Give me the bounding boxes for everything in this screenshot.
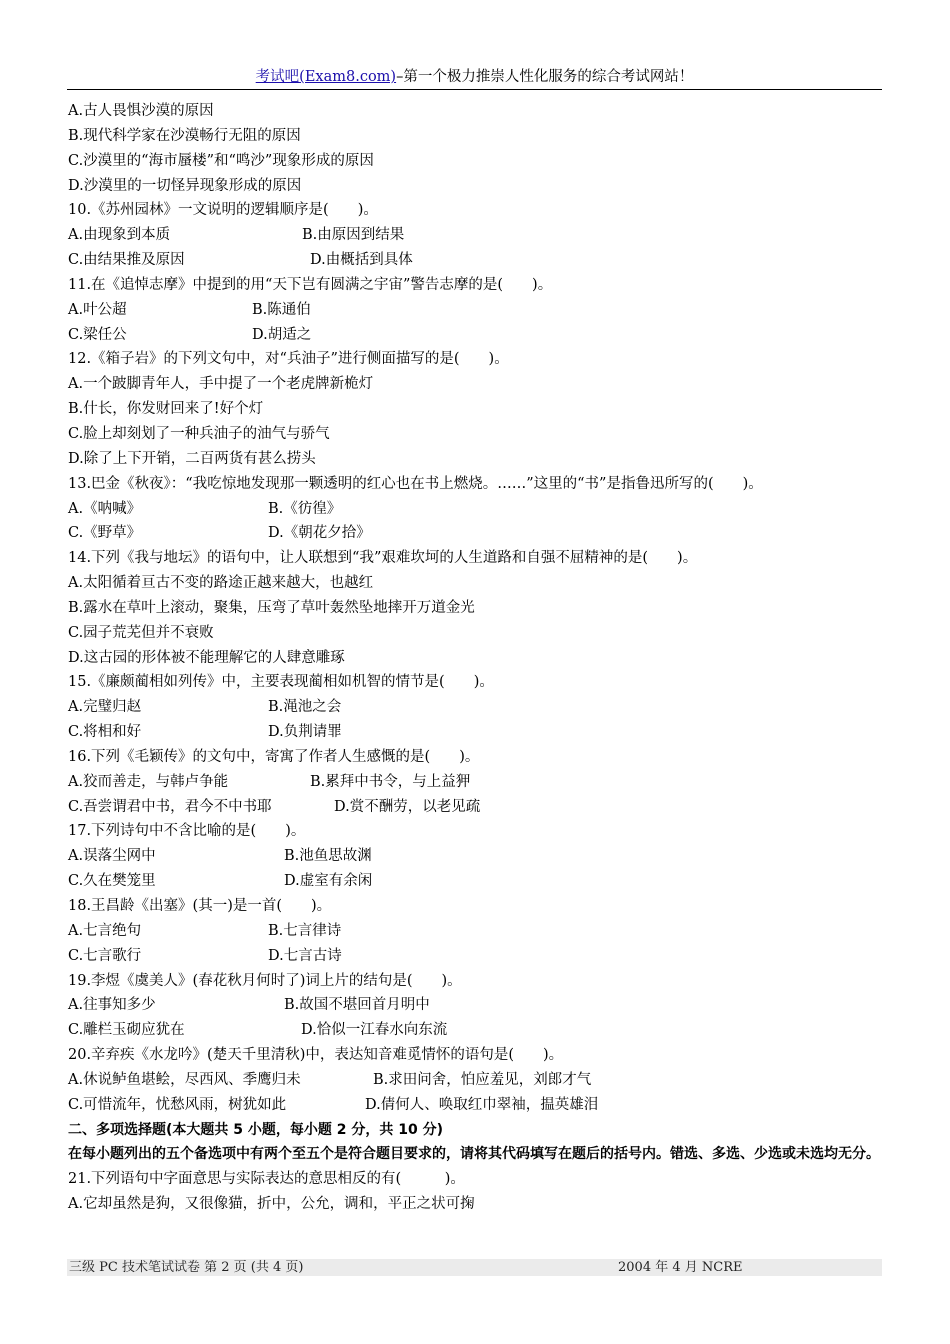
option-d: D.除了上下开销，二百两货有甚么捞头 [68, 450, 316, 467]
option-d: D.由概括到具体 [310, 252, 413, 269]
footer-page-info: 三级 PC 技术笔试试卷 第 2 页 (共 4 页) [69, 1260, 304, 1275]
option-c: C.七言歌行 [68, 947, 142, 964]
option-row [68, 1068, 883, 1093]
option-c: C.脸上却刻划了一种兵油子的油气与骄气 [68, 425, 330, 442]
option-c: C.《野草》 [68, 525, 142, 542]
option-d: D.七言古诗 [268, 947, 342, 964]
option-row [68, 944, 883, 969]
option-b: B.由原因到结果 [302, 227, 405, 244]
question-14: 14.下列《我与地坛》的语句中，让人联想到“我”艰难坎坷的人生道路和自强不屈精神的是( )。 [68, 550, 698, 567]
option-row [68, 720, 883, 745]
option-a: A.往事知多少 [68, 997, 156, 1014]
option-a: A.休说鲈鱼堪鲙，尽西风、季鹰归未 [68, 1071, 301, 1088]
option-c: C.将相和好 [68, 724, 142, 741]
site-link[interactable]: 考试吧(Exam8.com) [255, 69, 397, 85]
option-a: A.狡而善走，与韩卢争能 [68, 773, 229, 790]
question-20: 20.辛弃疾《水龙吟》(楚天千里清秋)中，表达知音难觅情怀的语句是( )。 [68, 1047, 564, 1064]
question-13: 13.巴金《秋夜》：“我吃惊地发现那一颗透明的红心也在书上燃烧。……”这里的“书”是指鲁迅所写的( )。 [68, 475, 763, 492]
page-footer [67, 1259, 882, 1276]
option-c: C.由结果推及原因 [68, 252, 185, 269]
option-row [68, 695, 883, 720]
question-17: 17.下列诗句中不含比喻的是( )。 [68, 823, 306, 840]
option-b: B.《彷徨》 [268, 500, 342, 517]
option-a: A.完璧归赵 [68, 699, 142, 716]
option-b: B.什长，你发财回来了!好个灯 [68, 401, 264, 418]
option-row [68, 844, 883, 869]
question-11: 11.在《追悼志摩》中提到的用“天下岂有圆满之宇宙”警告志摩的是( )。 [68, 276, 553, 293]
option-row [68, 248, 883, 273]
option-b: B.渑池之会 [268, 699, 342, 716]
option-a: A.太阳循着亘古不变的路途正越来越大，也越红 [68, 575, 374, 592]
question-18: 18.王昌龄《出塞》(其一)是一首( )。 [68, 898, 332, 914]
question-16: 16.下列《毛颖传》的文句中，寄寓了作者人生感慨的是( )。 [68, 748, 480, 765]
option-row [68, 869, 883, 894]
exam-content [68, 99, 883, 1217]
option-c: C.梁任公 [68, 326, 127, 343]
question-21: 21.下列语句中字面意思与实际表达的意思相反的有( )。 [68, 1171, 465, 1188]
page-header [67, 67, 882, 90]
option-row [68, 497, 883, 522]
option-d: D.恰似一江春水向东流 [301, 1022, 448, 1039]
option-row [68, 1018, 883, 1043]
option-row [68, 223, 883, 248]
option-b: B.七言律诗 [268, 922, 342, 939]
option-a: A.误落尘网中 [68, 848, 156, 865]
option-b: B.累拜中书令，与上益狎 [310, 773, 471, 790]
option-row [68, 298, 883, 323]
option-d: D.倩何人、唤取红巾翠袖，揾英雄泪 [365, 1096, 599, 1113]
site-slogan: –第一个极力推崇人性化服务的综合考试网站！ [396, 69, 694, 85]
option-d: D.胡适之 [252, 326, 312, 343]
option-a: A.七言绝句 [68, 922, 142, 939]
text-line: B.现代科学家在沙漠畅行无阻的原因 [68, 127, 301, 144]
option-b: B.池鱼思故渊 [284, 848, 372, 865]
option-d: D.这古园的形体被不能理解它的人肆意雕琢 [68, 649, 345, 666]
option-row [68, 521, 883, 546]
option-c: C.园子荒芜但并不衰败 [68, 624, 214, 641]
option-c: C.雕栏玉砌应犹在 [68, 1022, 185, 1039]
option-d: D.虚室有余闲 [284, 873, 373, 890]
option-b: B.求田问舍，怕应羞见，刘郎才气 [373, 1071, 592, 1088]
option-c: C.久在樊笼里 [68, 873, 156, 890]
question-15: 15.《廉颇蔺相如列传》中，主要表现蔺相如机智的情节是( )。 [68, 674, 494, 691]
option-c: C.吾尝谓君中书，君今不中书耶 [68, 798, 272, 815]
option-row [68, 1093, 883, 1118]
option-a: A.由现象到本质 [68, 227, 171, 244]
option-d: D.《朝花夕拾》 [268, 525, 371, 542]
option-a: A.叶公超 [68, 301, 127, 318]
option-b: B.露水在草叶上滚动，聚集，压弯了草叶轰然坠地摔开万道金光 [68, 599, 475, 616]
option-d: D.赏不酬劳，以老见疏 [334, 798, 481, 815]
option-a: A.它却虽然是狗，又很像猫，折中，公允，调和，平正之状可掬 [68, 1196, 475, 1213]
section-heading: 二、多项选择题(本大题共 5 小题，每小题 2 分，共 10 分) [68, 1121, 444, 1138]
option-a: A.《呐喊》 [68, 500, 142, 517]
question-12: 12.《箱子岩》的下列文句中，对“兵油子”进行侧面描写的是( )。 [68, 351, 509, 368]
option-d: D.负荆请罪 [268, 724, 342, 741]
text-line: C.沙漠里的“海市蜃楼”和“鸣沙”现象形成的原因 [68, 152, 374, 169]
option-a: A.一个跛脚青年人，手中提了一个老虎牌新桅灯 [68, 376, 374, 393]
option-row [68, 770, 883, 795]
option-row [68, 323, 883, 348]
question-10: 10.《苏州园林》一文说明的逻辑顺序是( )。 [68, 202, 378, 219]
option-c: C.可惜流年，忧愁风雨，树犹如此 [68, 1096, 287, 1113]
option-row [68, 919, 883, 944]
option-row [68, 993, 883, 1018]
section-instructions: 在每小题列出的五个备选项中有两个至五个是符合题目要求的，请将其代码填写在题后的括号内。错选、多选、少选或未选均无分。 [68, 1146, 880, 1163]
text-line: A.古人畏惧沙漠的原因 [68, 103, 214, 119]
footer-exam-info: 2004 年 4 月 NCRE [618, 1260, 743, 1275]
question-19: 19.李煜《虞美人》(春花秋月何时了)词上片的结句是( )。 [68, 972, 462, 989]
option-row [68, 795, 883, 820]
option-b: B.故国不堪回首月明中 [284, 997, 430, 1014]
text-line: D.沙漠里的一切怪异现象形成的原因 [68, 177, 302, 194]
option-b: B.陈通伯 [252, 301, 311, 318]
